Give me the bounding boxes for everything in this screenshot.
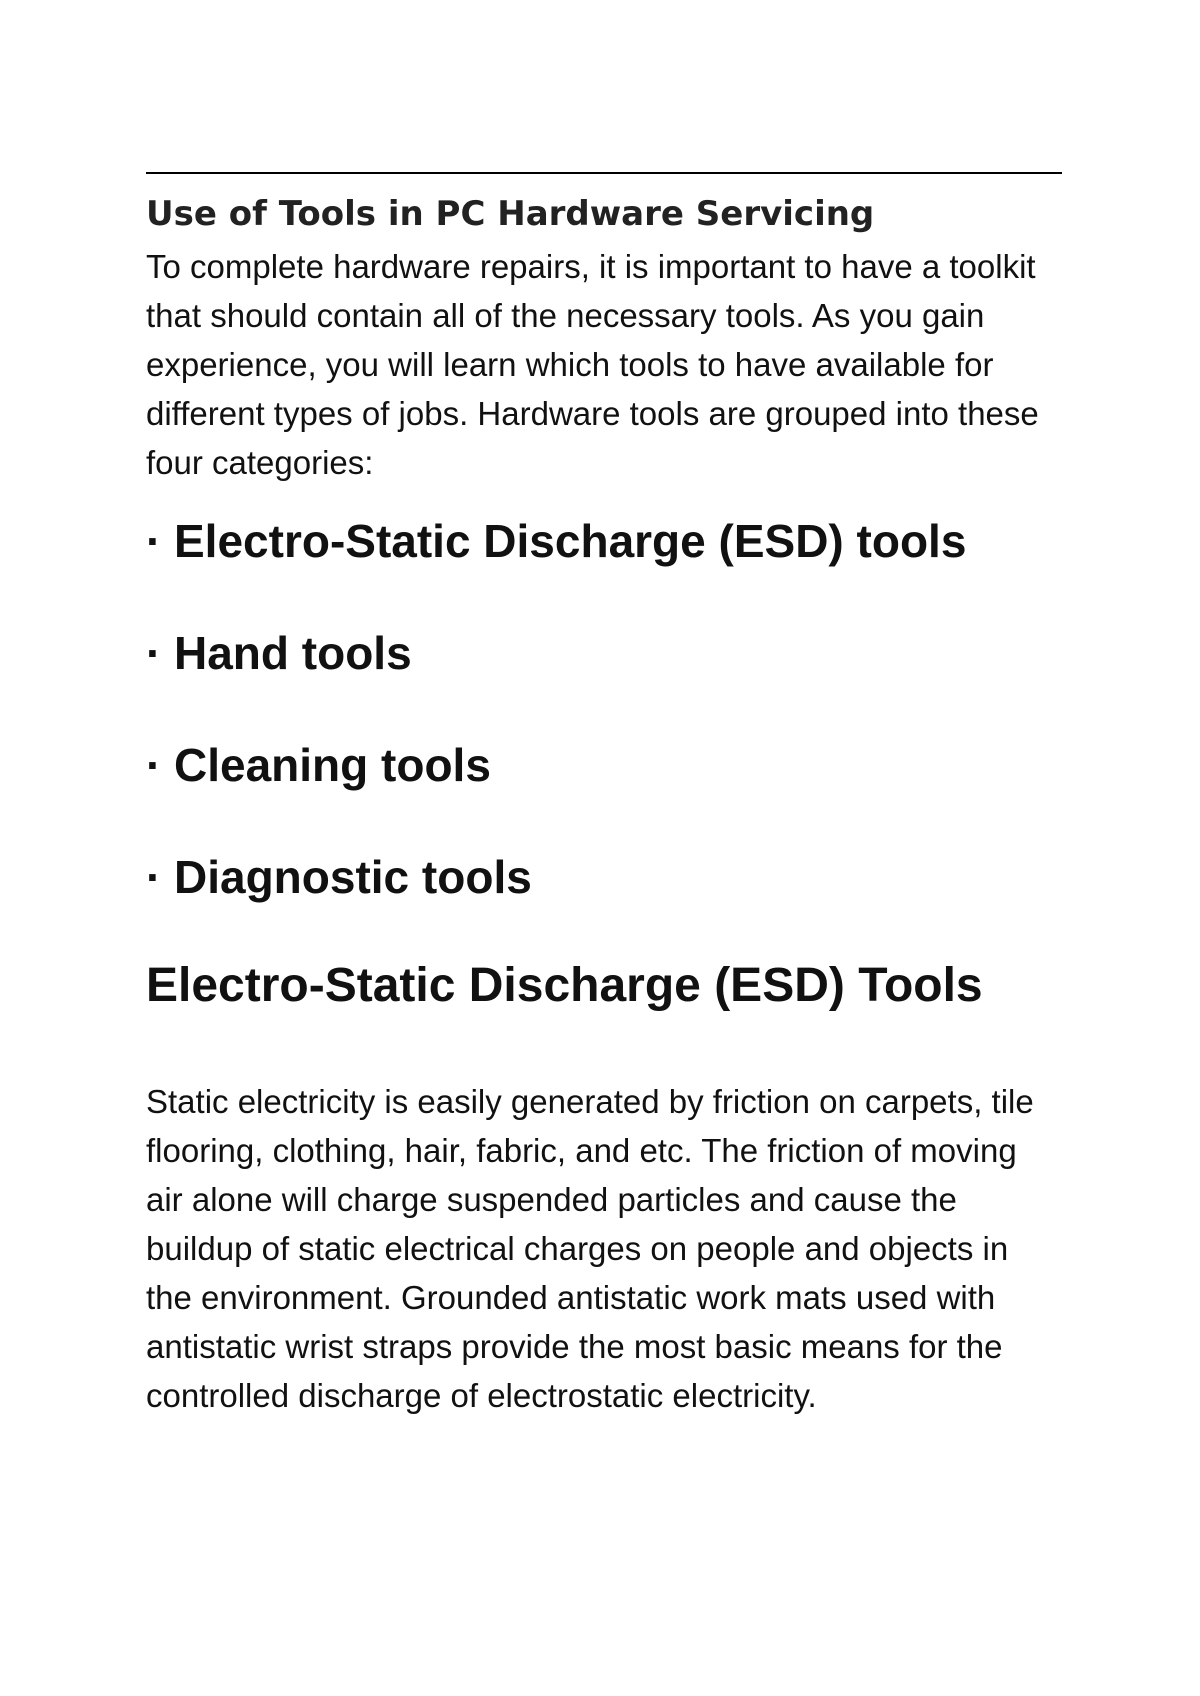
bullet-icon: · — [146, 627, 162, 679]
bullet-icon: · — [146, 739, 162, 791]
section-heading: Electro-Static Discharge (ESD) Tools — [146, 959, 983, 1012]
list-item-esd-tools — [146, 513, 1062, 569]
list-item-label: Electro-Static Discharge (ESD) tools — [174, 515, 967, 567]
list-item-label: Cleaning tools — [174, 739, 491, 791]
document-page — [146, 172, 1062, 1420]
list-item-label: Hand tools — [174, 627, 412, 679]
page-title: Use of Tools in PC Hardware Servicing — [146, 194, 875, 234]
list-item-cleaning-tools — [146, 737, 1062, 793]
intro-paragraph: To complete hardware repairs, it is important to have a toolkit that should contain all of the necessary tools. As you gain experience, you will learn which tools to have available for different types of jobs. Hardware tools are grouped into these four categories: — [146, 248, 1039, 481]
bullet-icon: · — [146, 515, 162, 567]
list-item-hand-tools — [146, 625, 1062, 681]
list-item-label: Diagnostic tools — [174, 851, 532, 903]
list-item-diagnostic-tools — [146, 849, 1062, 905]
bullet-icon: · — [146, 851, 162, 903]
section-body-paragraph: Static electricity is easily generated by friction on carpets, tile flooring, clothing, hair, fabric, and etc. The friction of moving air alone will charge suspended particles and cause the buildup of static electrical charges on people and objects in the environment. Grounded antistatic work mats used with antistatic wrist straps provide the most basic means for the controlled discharge of electrostatic electricity. — [146, 1083, 1034, 1414]
horizontal-rule — [146, 172, 1062, 174]
tool-categories-list — [146, 513, 1062, 905]
